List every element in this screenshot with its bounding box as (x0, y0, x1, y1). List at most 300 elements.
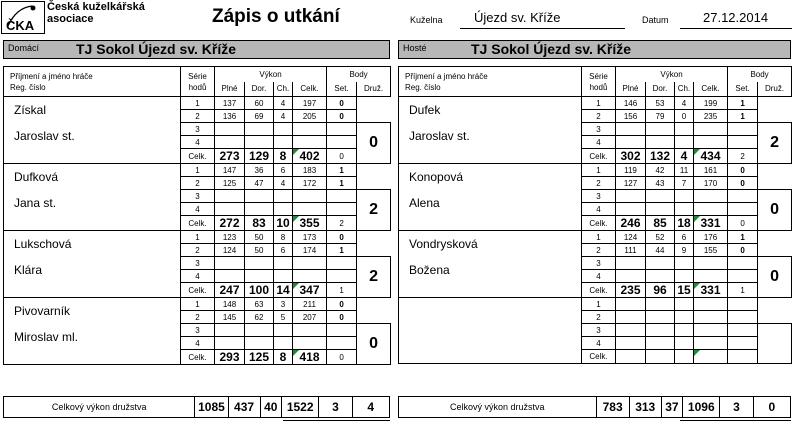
player-firstname: Klára (14, 263, 43, 277)
page-title: Zápis o utkání (212, 6, 340, 27)
player-firstname: Alena (409, 196, 440, 210)
clear-value (245, 136, 274, 149)
series-number: 2 (181, 311, 215, 324)
series-number: 2 (181, 244, 215, 257)
series-number: 4 (582, 136, 616, 149)
logo-text: ČKA (6, 18, 35, 33)
reg-header: Reg. číslo (10, 82, 46, 92)
team-points: 2 (357, 190, 391, 231)
series-number: 4 (582, 337, 616, 350)
player-surname: Pivovarník (14, 304, 71, 318)
clear-value (646, 298, 675, 311)
series-row (4, 231, 391, 244)
series-row (4, 298, 391, 311)
player-surname: Dufková (14, 170, 59, 184)
throws-header: hodů (589, 82, 608, 92)
series-number: 1 (582, 164, 616, 177)
clear-value (245, 257, 274, 270)
full-value: 125 (215, 177, 245, 190)
full-value (616, 270, 646, 283)
total-sum: 355 (293, 216, 327, 231)
home-score-table (3, 66, 391, 365)
away-team-band (398, 40, 791, 59)
set-point (327, 257, 357, 270)
total-sum (694, 350, 728, 364)
misses-value (274, 203, 293, 216)
series-number: 2 (582, 244, 616, 257)
series-number: 1 (582, 97, 616, 110)
full-value: 127 (616, 177, 646, 190)
clear-value: 60 (245, 97, 274, 110)
total-value (694, 203, 728, 216)
team-points (758, 324, 792, 364)
series-column-header (181, 67, 215, 97)
clear-value (245, 337, 274, 350)
set-point (728, 136, 758, 149)
total-set: 2 (327, 216, 357, 231)
full-value (215, 257, 245, 270)
full-value (215, 337, 245, 350)
misses-value: 4 (274, 97, 293, 110)
total-sum: 402 (293, 149, 327, 164)
total-value (694, 190, 728, 203)
total-full: 247 (215, 283, 245, 298)
team-point-spacer (758, 298, 792, 324)
team-point-spacer (357, 298, 391, 324)
set-point (327, 123, 357, 136)
clear-value (646, 270, 675, 283)
misses-value: 4 (274, 177, 293, 190)
name-header: Příjmení a jméno hráče (10, 71, 93, 81)
header-row (4, 67, 391, 82)
series-header: Série (589, 71, 608, 81)
team-point-spacer (758, 231, 792, 257)
home-side-label: Domácí (8, 43, 40, 53)
total-sum: 331 (694, 283, 728, 298)
total-full: 273 (215, 149, 245, 164)
player-surname: Konopová (409, 170, 464, 184)
misses-value: 6 (274, 244, 293, 257)
team-total-full: 1085 (195, 397, 228, 418)
series-number: 3 (181, 190, 215, 203)
team-point-spacer (357, 164, 391, 190)
set-point (728, 311, 758, 324)
set-point (728, 203, 758, 216)
total-set (728, 350, 758, 364)
points-header: Body (327, 67, 391, 82)
full-value (616, 190, 646, 203)
set-point (327, 136, 357, 149)
team-point-spacer (357, 97, 391, 123)
total-value (293, 337, 327, 350)
clear-value (245, 190, 274, 203)
total-value (694, 311, 728, 324)
series-number: 1 (181, 298, 215, 311)
total-value (293, 123, 327, 136)
set-header: Set. (327, 82, 357, 97)
misses-value (274, 337, 293, 350)
series-number: 3 (181, 257, 215, 270)
clear-value: 42 (646, 164, 675, 177)
full-value (616, 123, 646, 136)
player-firstname: Jana st. (14, 196, 57, 210)
cka-logo (1, 1, 45, 34)
player-name (4, 231, 181, 298)
total-value (694, 257, 728, 270)
full-value (215, 324, 245, 337)
misses-value (274, 123, 293, 136)
total-set: 0 (327, 149, 357, 164)
total-sum: 418 (293, 350, 327, 365)
total-value: 183 (293, 164, 327, 177)
throws-header: hodů (188, 82, 207, 92)
player-firstname: Miroslav ml. (14, 330, 79, 344)
player-name (399, 298, 582, 364)
misses-header: Ch. (675, 82, 694, 97)
set-point: 0 (728, 164, 758, 177)
name-header: Příjmení a jméno hráče (405, 71, 488, 81)
total-value (293, 203, 327, 216)
full-value: 137 (215, 97, 245, 110)
full-value (215, 123, 245, 136)
series-number: 2 (181, 177, 215, 190)
date-label: Datum (642, 15, 669, 25)
player-name (399, 164, 582, 231)
away-team-name: TJ Sokol Újezd sv. Kříže (471, 41, 632, 57)
full-value (616, 324, 646, 337)
full-value: 124 (215, 244, 245, 257)
team-total-misses: 40 (260, 397, 281, 418)
lane-underline (460, 28, 625, 29)
set-point: 1 (728, 231, 758, 244)
lane-label: Kuželna (410, 15, 443, 25)
team-total-sets: 3 (319, 397, 352, 418)
total-value (694, 337, 728, 350)
full-value (616, 203, 646, 216)
clear-value: 44 (646, 244, 675, 257)
series-number: 1 (181, 164, 215, 177)
total-label: Celk. (582, 149, 616, 164)
total-value: 172 (293, 177, 327, 190)
reg-header: Reg. číslo (405, 82, 441, 92)
total-value: 197 (293, 97, 327, 110)
misses-value: 6 (675, 231, 694, 244)
team-total-sum: 1522 (281, 397, 318, 418)
total-misses: 18 (675, 216, 694, 231)
total-full: 235 (616, 283, 646, 298)
full-value (616, 337, 646, 350)
misses-value (274, 257, 293, 270)
total-value: 207 (293, 311, 327, 324)
total-label: Celk. (181, 149, 215, 164)
total-sum: 347 (293, 283, 327, 298)
series-number: 3 (582, 257, 616, 270)
total-misses (675, 350, 694, 364)
player-surname: Získal (14, 103, 47, 117)
away-score-table (398, 66, 792, 364)
total-value: 211 (293, 298, 327, 311)
team-total-label: Celkový výkon družstva (4, 397, 195, 418)
series-row (399, 231, 792, 244)
team-total-sum: 1096 (683, 397, 720, 418)
misses-value (675, 257, 694, 270)
series-number: 3 (582, 123, 616, 136)
misses-value: 7 (675, 177, 694, 190)
misses-value: 5 (274, 311, 293, 324)
total-set: 1 (728, 283, 758, 298)
clear-value (245, 270, 274, 283)
total-value (694, 123, 728, 136)
away-side-label: Hosté (403, 43, 427, 53)
series-number: 4 (181, 203, 215, 216)
series-number: 1 (181, 231, 215, 244)
misses-value (675, 337, 694, 350)
clear-value: 43 (646, 177, 675, 190)
series-column-header (582, 67, 616, 97)
total-set: 0 (728, 216, 758, 231)
total-full: 272 (215, 216, 245, 231)
total-value (293, 136, 327, 149)
total-sum: 331 (694, 216, 728, 231)
full-value: 124 (616, 231, 646, 244)
series-number: 3 (181, 123, 215, 136)
team-header: Druž. (357, 82, 391, 97)
total-full: 302 (616, 149, 646, 164)
player-column-header (4, 67, 181, 97)
points-header: Body (728, 67, 792, 82)
clear-value (646, 190, 675, 203)
full-value: 156 (616, 110, 646, 123)
full-value: 123 (215, 231, 245, 244)
total-value (293, 257, 327, 270)
set-point (728, 190, 758, 203)
full-value (215, 136, 245, 149)
full-value: 148 (215, 298, 245, 311)
total-clear (646, 350, 675, 364)
clear-value: 50 (245, 231, 274, 244)
series-number: 1 (582, 298, 616, 311)
clear-value: 52 (646, 231, 675, 244)
total-clear: 125 (245, 350, 274, 365)
series-number: 4 (181, 136, 215, 149)
total-label: Celk. (582, 216, 616, 231)
total-misses: 4 (675, 149, 694, 164)
full-value (616, 298, 646, 311)
player-firstname (409, 324, 581, 350)
home-team-band (3, 40, 390, 59)
player-name (4, 97, 181, 164)
total-clear: 83 (245, 216, 274, 231)
total-value (293, 324, 327, 337)
misses-value (675, 324, 694, 337)
set-point: 0 (327, 231, 357, 244)
team-total-clear: 437 (228, 397, 260, 418)
clear-value: 36 (245, 164, 274, 177)
team-point-spacer (357, 231, 391, 257)
clear-value: 53 (646, 97, 675, 110)
set-point (728, 298, 758, 311)
player-surname (409, 298, 581, 324)
team-points: 0 (357, 123, 391, 164)
total-misses: 14 (274, 283, 293, 298)
team-total-points: 0 (753, 397, 790, 418)
full-value (215, 203, 245, 216)
performance-header: Výkon (616, 67, 728, 82)
total-clear: 132 (646, 149, 675, 164)
total-misses: 8 (274, 350, 293, 365)
misses-value: 4 (274, 110, 293, 123)
series-row (4, 97, 391, 110)
misses-value: 8 (274, 231, 293, 244)
series-number: 2 (582, 311, 616, 324)
series-row (399, 298, 792, 311)
set-point: 0 (728, 177, 758, 190)
set-point (728, 337, 758, 350)
team-total-sets: 3 (720, 397, 753, 418)
clear-value (245, 123, 274, 136)
full-value: 111 (616, 244, 646, 257)
misses-value: 4 (675, 97, 694, 110)
set-point: 0 (327, 298, 357, 311)
performance-header: Výkon (215, 67, 327, 82)
total-value: 174 (293, 244, 327, 257)
full-value (215, 270, 245, 283)
series-number: 3 (582, 324, 616, 337)
full-value (215, 190, 245, 203)
misses-value (675, 136, 694, 149)
player-name (399, 97, 582, 164)
set-point (327, 190, 357, 203)
set-point (327, 337, 357, 350)
organization-name: Česká kuželkářská asociace (47, 1, 145, 25)
player-column-header (399, 67, 582, 97)
full-value: 147 (215, 164, 245, 177)
clear-value: 69 (245, 110, 274, 123)
misses-value: 9 (675, 244, 694, 257)
total-clear: 85 (646, 216, 675, 231)
away-team-total (398, 396, 791, 418)
total-label: Celk. (181, 350, 215, 365)
misses-value (675, 203, 694, 216)
clear-header: Dor. (646, 82, 675, 97)
total-label: Celk. (582, 283, 616, 298)
team-points: 2 (357, 257, 391, 298)
series-row (399, 164, 792, 177)
clear-value (646, 324, 675, 337)
full-header: Plné (616, 82, 646, 97)
date-value: 27.12.2014 (703, 10, 769, 25)
misses-value (675, 123, 694, 136)
total-set: 1 (327, 283, 357, 298)
clear-value (646, 136, 675, 149)
set-point: 1 (327, 164, 357, 177)
total-full (616, 350, 646, 364)
team-points: 0 (758, 190, 792, 231)
player-surname: Vondrysková (409, 237, 478, 251)
set-point: 1 (327, 177, 357, 190)
series-number: 4 (181, 337, 215, 350)
full-header: Plné (215, 82, 245, 97)
team-point-spacer (758, 97, 792, 123)
series-number: 2 (582, 110, 616, 123)
total-full: 293 (215, 350, 245, 365)
team-total-full: 783 (596, 397, 629, 418)
total-value (694, 298, 728, 311)
total-label: Celk. (181, 216, 215, 231)
misses-value (274, 324, 293, 337)
total-value (293, 270, 327, 283)
total-misses: 15 (675, 283, 694, 298)
set-point: 0 (327, 311, 357, 324)
misses-value (675, 190, 694, 203)
series-number: 1 (582, 231, 616, 244)
total-value (293, 190, 327, 203)
total-value: 176 (694, 231, 728, 244)
total-value: 155 (694, 244, 728, 257)
full-value (616, 136, 646, 149)
full-value: 146 (616, 97, 646, 110)
total-value (694, 270, 728, 283)
clear-value (646, 257, 675, 270)
total-value (694, 324, 728, 337)
set-point (728, 270, 758, 283)
series-number: 3 (582, 190, 616, 203)
misses-value (274, 190, 293, 203)
total-value (694, 136, 728, 149)
clear-value (646, 337, 675, 350)
total-set: 2 (728, 149, 758, 164)
series-number: 2 (582, 177, 616, 190)
total-label: Celk. (582, 350, 616, 364)
series-header: Série (188, 71, 207, 81)
player-name (399, 231, 582, 298)
misses-value (274, 270, 293, 283)
misses-value (675, 311, 694, 324)
misses-header: Ch. (274, 82, 293, 97)
clear-value (245, 203, 274, 216)
misses-value (675, 270, 694, 283)
date-underline (680, 28, 792, 29)
player-surname: Lukschová (14, 237, 72, 251)
total-misses: 10 (274, 216, 293, 231)
series-number: 2 (181, 110, 215, 123)
team-header: Druž. (758, 82, 792, 97)
misses-value: 6 (274, 164, 293, 177)
set-point (728, 123, 758, 136)
series-number: 4 (582, 270, 616, 283)
clear-header: Dor. (245, 82, 274, 97)
team-point-spacer (758, 164, 792, 190)
player-surname: Dufek (409, 103, 441, 117)
clear-value (646, 123, 675, 136)
total-misses: 8 (274, 149, 293, 164)
total-clear: 129 (245, 149, 274, 164)
set-point: 1 (327, 244, 357, 257)
clear-value: 63 (245, 298, 274, 311)
set-point (728, 257, 758, 270)
full-value: 145 (215, 311, 245, 324)
home-team-name: TJ Sokol Újezd sv. Kříže (76, 41, 237, 57)
clear-value (646, 203, 675, 216)
set-point: 0 (728, 244, 758, 257)
total-value: 173 (293, 231, 327, 244)
team-total-label: Celkový výkon družstva (399, 397, 597, 418)
player-firstname: Jaroslav st. (14, 129, 75, 143)
total-value: 205 (293, 110, 327, 123)
total-clear: 100 (245, 283, 274, 298)
lane-value: Újezd sv. Kříže (474, 10, 561, 25)
series-row (4, 164, 391, 177)
